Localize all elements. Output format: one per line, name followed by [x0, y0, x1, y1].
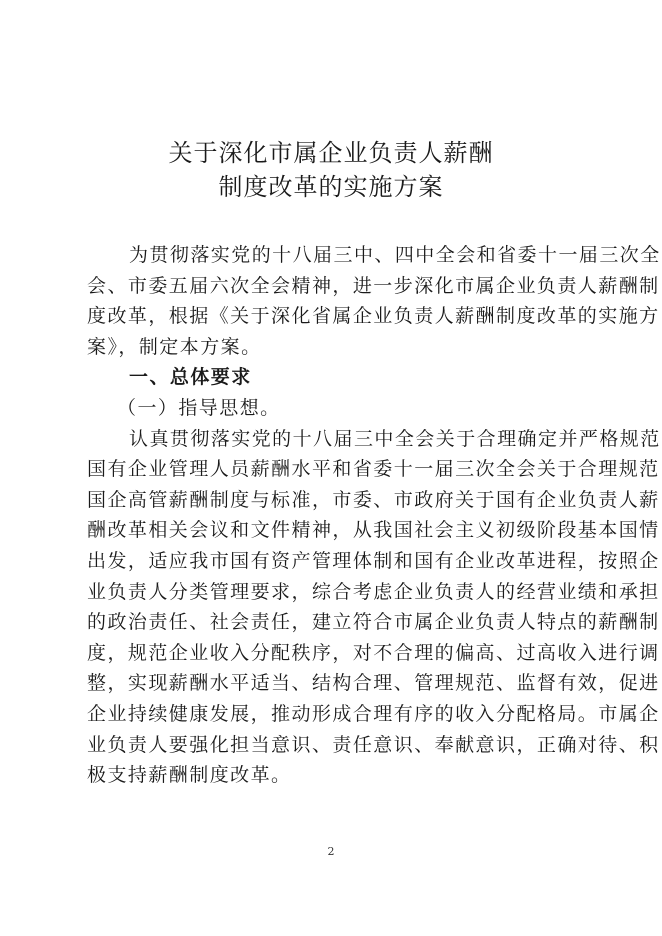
paragraph-line: 会、市委五届六次全会精神，进一步深化市属企业负责人薪酬制 — [87, 274, 660, 297]
document-title-line-1: 关于深化市属企业负责人薪酬 — [168, 139, 494, 167]
paragraph-line: 企业持续健康发展，推动形成合理有序的收入分配格局。市属企 — [87, 702, 660, 725]
intro-paragraph — [87, 240, 661, 362]
paragraph-line: 酬改革相关会议和文件精神，从我国社会主义初级阶段基本国情 — [87, 519, 660, 542]
paragraph-line: 度，规范企业收入分配秩序，对不合理的偏高、过高收入进行调 — [87, 641, 660, 664]
document-title-line-2: 制度改革的实施方案 — [218, 173, 444, 201]
section-heading: 一、总体要求 — [129, 366, 252, 389]
paragraph-line: 业负责人分类管理要求，综合考虑企业负责人的经营业绩和承担 — [87, 580, 660, 603]
guiding-ideology-paragraph — [87, 424, 661, 791]
paragraph-line: 国有企业管理人员薪酬水平和省委十一届三次全会关于合理规范 — [87, 458, 660, 481]
paragraph-line: 国企高管薪酬制度与标准，市委、市政府关于国有企业负责人薪 — [87, 488, 660, 511]
paragraph-line: 业负责人要强化担当意识、责任意识、奉献意识，正确对待、积 — [87, 733, 660, 756]
paragraph-line: 整，实现薪酬水平适当、结构合理、管理规范、监督有效，促进 — [87, 672, 660, 695]
document-body — [87, 240, 661, 791]
page-number: 2 — [327, 845, 335, 858]
paragraph-line: 认真贯彻落实党的十八届三中全会关于合理确定并严格规范 — [129, 427, 661, 450]
paragraph-line: 出发，适应我市国有资产管理体制和国有企业改革进程，按照企 — [87, 549, 660, 572]
paragraph-line: 度改革，根据《关于深化省属企业负责人薪酬制度改革的实施方 — [87, 305, 660, 328]
subsection-heading: （一）指导思想。 — [117, 396, 281, 419]
paragraph-line: 极支持薪酬制度改革。 — [87, 764, 292, 787]
paragraph-line: 案》，制定本方案。 — [87, 335, 262, 358]
paragraph-line: 为贯彻落实党的十八届三中、四中全会和省委十一届三次全 — [129, 244, 661, 266]
paragraph-line: 的政治责任、社会责任，建立符合市属企业负责人特点的薪酬制 — [87, 611, 660, 634]
